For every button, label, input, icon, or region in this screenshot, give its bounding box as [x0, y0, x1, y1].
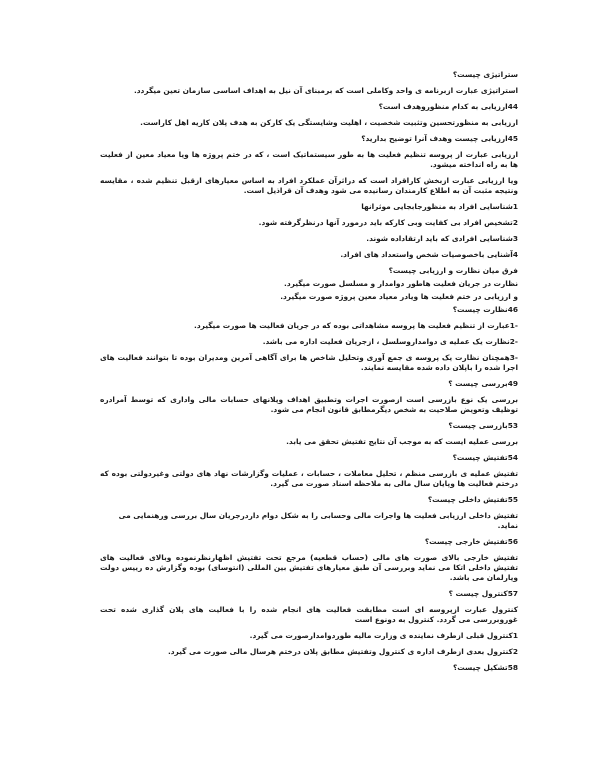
question-heading: 58تشکیل چیست؟: [452, 663, 518, 672]
list-item: -1عبارت از تنظیم فعلیت ها پروسه مشاهداتی بوده که در جریان فعالیت ها صورت میگیرد.: [194, 321, 518, 330]
list-item: 4آشنایی باخصوصیات شخص واستعداد های افراد.: [340, 250, 518, 259]
list-item: 2کنترول بعدی ازطرف اداره ی کنترول وتفتیش مطابق پلان درختم هرسال مالی صورت می گیرد.: [167, 647, 518, 656]
paragraph: بررسی عملیه ایست که به موجب آن نتایج تفتیش تحقق می یابد.: [286, 437, 518, 446]
paragraph: تفتیش داخلی ارزیابی فعلیت ها واجرات مالی وحسابی را به شکل دوام داردرجریان سال بررسی ورهنمایی می نماید.: [118, 511, 518, 530]
paragraph: کنترول عبارت ازپروسه ای است مطابقت فعالیت های انجام شده را با فعالیت های پلان گذاری شده تحت غوروبررسی می گردد. کنترول به دونوع است: [100, 605, 518, 624]
list-item: 1کنترول قبلی ازطرف نماینده ی وزارت مالیه طوردوامدارصورت می گیرد.: [249, 631, 518, 640]
paragraph: نظارت در جریان فعلیت هاطور دوامدار و مسلسل صورت میگیرد.: [284, 279, 518, 288]
list-item: 3شناسایی افرادی که باید ارتقاداده شوند.: [366, 234, 518, 243]
paragraph: و ارزیابی در ختم فعلیت ها ویادر معیاد معین پروژه صورت میگیرد.: [280, 292, 518, 301]
question-heading: 53بازرسی چیست؟: [448, 421, 518, 430]
list-item: -2نظارت یک عملیه ی دوامداروسلسل ، ازجریان فعلیت اداره می باشد.: [262, 337, 518, 346]
paragraph: تفتیش عملیه ی بازرسی منظم ، تحلیل معاملات ، حسابات ، عملیات وگزارشات نهاد های دولتی وغیردولتی بوده که درختم فعالیت ها وپایان سال مالی به ملاحظه اسناد صورت می گیرد.: [100, 469, 518, 488]
question-heading: 57کنترول چیست ؟: [448, 589, 518, 598]
paragraph: تفتیش خارجی بالای صورت های مالی (حساب قطعیه) مرجع تحت تفتیش اظهارنظرنموده وبالای فعالیت های تفتیش داخلی اتکا می نماید وبررسی آن طبق معیارهای تفتیش بین المللی (انتوسای) بوده وگزارش ده رییس دولت وپارلمان می باشد.: [100, 553, 518, 582]
question-heading: 56تفتیش خارجی چیست؟: [424, 537, 518, 546]
question-heading: 54تفتیش چیست؟: [452, 453, 518, 462]
question-heading: فرق میان نظارت و ارزیابی چیست؟: [388, 266, 518, 275]
list-item: 2تشخیص افراد بی کفایت وبی کارکه باید درمورد آنها درنظرگرفته شود.: [258, 218, 518, 227]
paragraph: بررسی یک نوع بازرسی است ازصورت اجرات وتطبیق اهداف وپلانهای حسابات مالی واداری که توسط آمرادره توظیف وتعویض صلاحیت به شخص دیگرمطابق قانون انجام می شود.: [100, 395, 518, 414]
paragraph: استراتیژی عبارت ازبرنامه ی واحد وکاملی است که برمبنای آن نیل به اهداف اساسی سازمان تعین میگردد.: [133, 86, 518, 95]
question-heading: 44ارزیابی به کدام منظوروهدف است؟: [378, 102, 518, 111]
list-item: -3همچنان نظارت یک پروسه ی جمع آوری وتحلیل شاخص ها برای آگاهی آمرین ومدیران بوده تا بتوانند فعالیت های اجرا شده را باپلان داده شده مقایسه نمایند.: [100, 353, 518, 372]
question-heading: 49بررسی چیست ؟: [448, 379, 518, 388]
question-heading: 55تفتیش داخلی چیست؟: [427, 495, 518, 504]
paragraph: ارزیابی به منظورتحسین وتثبیت شخصیت ، اهلیت وشایستگی یک کارکن به هدف پلان کاریه اهل کاراست.: [140, 118, 518, 127]
question-heading: 45ارزیابی چیست وهدف آنرا توضیح بدارید؟: [361, 134, 518, 143]
question-heading: 46نظارت چیست؟: [452, 305, 518, 314]
paragraph: ارزیابی عبارت از پروسه تنظیم فعلیت ها به طور سیستماتیک است ، که در ختم پروژه ها ویا معیاد معین از فعلیت ها به راه انداخته میشود.: [100, 150, 518, 169]
paragraph: ویا ارزیابی عبارت ازبخش کاراقراد است که دراثرآن عملکرد افراد به اساس معیارهای ازقبل تنظیم شده ، مقایسه ونتیجه مثبت آن به اطلاع کارمندان رسانیده می شود وهدف آن قراذیل است.: [100, 176, 518, 195]
heading-strategy: ستراتیژی چیست؟: [452, 70, 518, 79]
list-item: 1شناسایی افراد به منظورجابجایی موثرانها: [361, 202, 518, 211]
